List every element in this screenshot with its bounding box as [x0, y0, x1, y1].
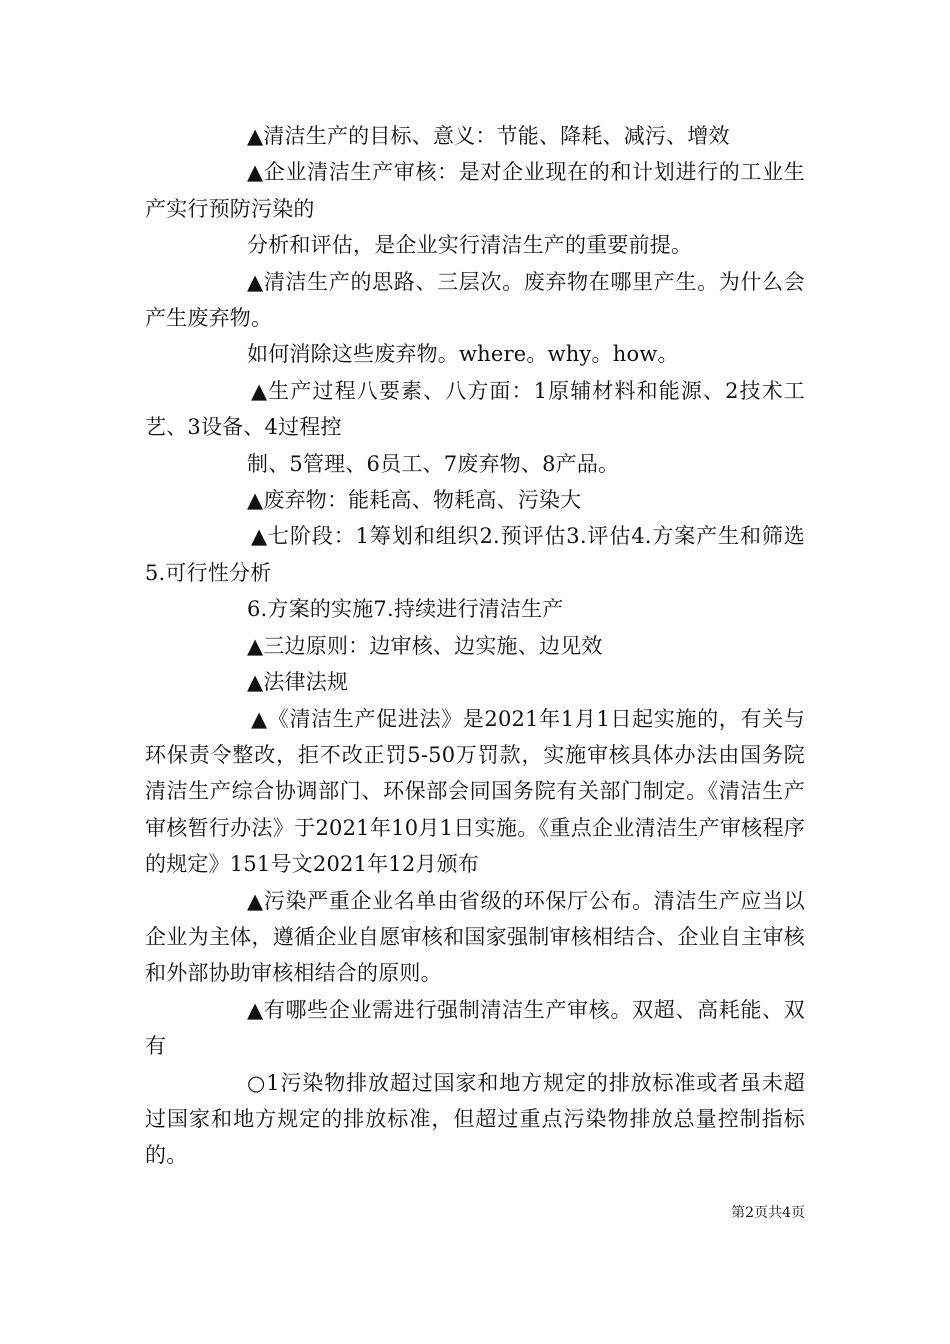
paragraph-audit-definition-cont: 分析和评估，是企业实行清洁生产的重要前提。: [247, 233, 693, 258]
paragraph-eight-elements: ▲生产过程八要素、八方面：1原辅材料和能源、2技术工艺、3设备、4过程控: [145, 378, 805, 440]
paragraph-seven-stages-cont: 6.方案的实施7.持续进行清洁生产: [247, 597, 564, 622]
paragraph-mandatory-audit: ▲有哪些企业需进行强制清洁生产审核。双超、高耗能、双有: [145, 997, 805, 1059]
paragraph-promotion-law: ▲《清洁生产促进法》是2021年1月1日起实施的，有关与环保责令整改，拒不改正罚5-50万罚款，实施审核具体办法由国务院清洁生产综合协调部门、环保部会同国务院有关部门制定。《清洁生产审核暂行办法》于2021年10月1日实施。《重点企业清洁生产审核程序的规定》151号文2021年12月颁布: [145, 706, 805, 877]
paragraph-three-principles: ▲三边原则：边审核、边实施、边见效: [247, 633, 603, 658]
paragraph-eight-elements-cont: 制、5管理、6员工、7废弃物、8产品。: [247, 451, 620, 476]
paragraph-item-1: ○1污染物排放超过国家和地方规定的排放标准或者虽未超过国家和地方规定的排放标准，但超过重点污染物排放总量控制指标的。: [145, 1070, 805, 1168]
paragraph-three-levels: ▲清洁生产的思路、三层次。废弃物在哪里产生。为什么会产生废弃物。: [145, 269, 805, 331]
paragraph-goals: ▲清洁生产的目标、意义：节能、降耗、减污、增效: [247, 124, 730, 148]
paragraph-audit-definition: ▲企业清洁生产审核：是对企业现在的和计划进行的工业生产实行预防污染的: [145, 160, 805, 221]
paragraph-polluting-enterprises: ▲污染严重企业名单由省级的环保厅公布。清洁生产应当以企业为主体，遵循企业自愿审核和国家强制审核相结合、企业自主审核和外部协助审核相结合的原则。: [145, 888, 805, 986]
paragraph-seven-stages: ▲七阶段：1筹划和组织2.预评估3.评估4.方案产生和筛选5.可行性分析: [145, 524, 805, 585]
paragraph-laws-heading: ▲法律法规: [247, 670, 349, 695]
paragraph-waste: ▲废弃物：能耗高、物耗高、污染大: [247, 488, 582, 513]
page-number-footer: 第2页共4页: [731, 1205, 805, 1221]
document-body: [145, 118, 805, 1174]
paragraph-three-levels-cont: 如何消除这些废弃物。where。why。how。: [247, 342, 679, 367]
